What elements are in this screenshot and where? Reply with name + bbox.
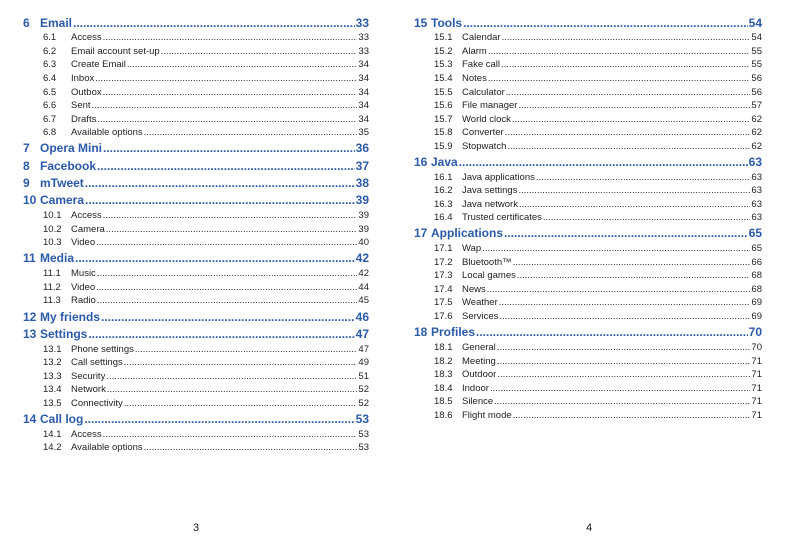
toc-entry-title: Call settings	[71, 357, 123, 369]
toc-entry-number: 16.2	[434, 185, 453, 197]
toc-entry-title: Available options	[71, 442, 143, 454]
toc-dot-leader	[482, 242, 750, 256]
toc-entry-title: Inbox	[71, 73, 95, 85]
toc-entry-title: Java settings	[462, 185, 518, 197]
toc-dot-leader	[497, 355, 751, 369]
toc-entry-number: 15	[414, 15, 428, 30]
toc-dot-leader	[96, 281, 357, 295]
toc-entry-title: Services	[462, 311, 499, 323]
toc-entry-page: 54	[751, 32, 762, 44]
toc-entry-page: 62	[751, 113, 762, 125]
toc-entry-page: 69	[751, 311, 762, 323]
toc-section-entry	[23, 383, 369, 397]
toc-entry-title: Connectivity	[71, 397, 123, 409]
toc-entry-number: 15.1	[434, 32, 453, 44]
toc-entry-page: 70	[748, 325, 762, 340]
toc-section-entry	[414, 45, 762, 59]
toc-entry-title: Camera	[71, 223, 105, 235]
toc-section-entry	[414, 184, 762, 198]
toc-dot-leader	[507, 140, 750, 154]
toc-entry-page: 63	[751, 171, 762, 183]
toc-entry-page: 34	[358, 59, 369, 71]
toc-entry-title: Sent	[71, 100, 91, 112]
toc-entry-number: 17.6	[434, 311, 453, 323]
toc-entry-page: 33	[355, 15, 369, 30]
toc-dot-leader	[536, 171, 751, 185]
toc-dot-leader	[487, 283, 751, 297]
toc-entry-number: 10.3	[43, 237, 62, 249]
toc-section-entry	[414, 126, 762, 140]
toc-entry-title: Access	[71, 210, 102, 222]
page-number-left: 3	[193, 522, 200, 534]
toc-entry-number: 15.2	[434, 45, 453, 57]
toc-entry-title: Access	[71, 428, 102, 440]
toc-entry-title: Java	[431, 154, 458, 169]
toc-entry-number: 6.3	[43, 59, 57, 71]
toc-entry-title: Alarm	[462, 45, 487, 57]
toc-entry-page: 71	[751, 369, 762, 381]
toc-dot-leader	[161, 45, 358, 59]
toc-section-entry	[23, 294, 369, 308]
toc-entry-number: 17.1	[434, 243, 453, 255]
toc-entry-title: Outdoor	[462, 369, 497, 381]
toc-chapter-entry	[414, 15, 762, 32]
toc-entry-page: 55	[751, 59, 762, 71]
toc-entry-title: Silence	[462, 396, 494, 408]
toc-section-entry	[23, 356, 369, 370]
toc-dot-leader	[85, 192, 355, 209]
toc-section-entry	[23, 99, 369, 113]
toc-section-entry	[23, 72, 369, 86]
toc-section-entry	[23, 397, 369, 411]
toc-entry-page: 68	[751, 270, 762, 282]
toc-section-entry	[414, 269, 762, 283]
toc-entry-page: 53	[358, 442, 369, 454]
toc-section-entry	[23, 113, 369, 127]
toc-entry-title: Drafts	[71, 113, 97, 125]
toc-entry-number: 13.2	[43, 357, 62, 369]
toc-entry-page: 47	[355, 326, 369, 341]
toc-section-entry	[414, 341, 762, 355]
toc-section-entry	[23, 126, 369, 140]
toc-entry-number: 15.6	[434, 100, 453, 112]
toc-entry-title: Applications	[431, 226, 504, 241]
toc-entry-number: 9	[23, 176, 30, 191]
toc-entry-title: Opera Mini	[40, 141, 103, 156]
toc-entry-number: 15.4	[434, 73, 453, 85]
toc-dot-leader	[488, 45, 751, 59]
toc-dot-leader	[497, 341, 751, 355]
toc-entry-number: 10	[23, 193, 37, 208]
toc-dot-leader	[97, 267, 358, 281]
toc-section-entry	[414, 296, 762, 310]
toc-entry-title: World clock	[462, 113, 511, 125]
toc-dot-leader	[88, 326, 354, 343]
toc-section-entry	[414, 99, 762, 113]
toc-dot-leader	[459, 154, 748, 171]
toc-entry-page: 40	[358, 237, 369, 249]
toc-dot-leader	[103, 31, 358, 45]
toc-entry-page: 35	[358, 127, 369, 139]
toc-entry-title: News	[462, 283, 486, 295]
toc-entry-page: 62	[751, 127, 762, 139]
toc-entry-number: 14.2	[43, 442, 62, 454]
toc-section-entry	[414, 211, 762, 225]
toc-entry-title: Video	[71, 281, 96, 293]
toc-section-entry	[23, 267, 369, 281]
toc-entry-number: 14	[23, 412, 37, 427]
toc-entry-title: Email	[40, 15, 73, 30]
toc-entry-number: 18.5	[434, 396, 453, 408]
toc-entry-page: 44	[358, 281, 369, 293]
toc-dot-leader	[124, 356, 358, 370]
toc-entry-page: 52	[358, 384, 369, 396]
toc-entry-page: 42	[358, 268, 369, 280]
toc-entry-page: 63	[751, 212, 762, 224]
toc-entry-number: 11.3	[43, 295, 61, 307]
toc-dot-leader	[84, 411, 354, 428]
toc-dot-leader	[107, 383, 358, 397]
toc-entry-page: 63	[748, 154, 762, 169]
toc-section-entry	[414, 409, 762, 423]
toc-entry-number: 13	[23, 326, 37, 341]
toc-entry-title: Fake call	[462, 59, 501, 71]
toc-entry-title: Java network	[462, 198, 518, 210]
toc-entry-number: 15.7	[434, 113, 453, 125]
toc-entry-title: Stopwatch	[462, 140, 507, 152]
toc-entry-page: 37	[355, 158, 369, 173]
toc-entry-number: 8	[23, 158, 30, 173]
toc-section-entry	[414, 72, 762, 86]
toc-entry-page: 71	[751, 396, 762, 408]
toc-section-entry	[414, 198, 762, 212]
toc-entry-title: Calendar	[462, 32, 501, 44]
toc-dot-leader	[97, 113, 357, 127]
toc-entry-title: Facebook	[40, 158, 97, 173]
toc-entry-page: 34	[358, 86, 369, 98]
toc-entry-number: 11	[23, 251, 36, 266]
toc-dot-leader	[488, 72, 751, 86]
toc-dot-leader	[103, 86, 358, 100]
toc-entry-number: 16.4	[434, 212, 453, 224]
toc-entry-title: Indoor	[462, 382, 489, 394]
toc-entry-page: 69	[751, 297, 762, 309]
toc-entry-title: Trusted certificates	[462, 212, 542, 224]
toc-dot-leader	[506, 86, 751, 100]
toc-section-entry	[23, 428, 369, 442]
toc-chapter-entry	[23, 326, 369, 343]
toc-entry-page: 39	[355, 193, 369, 208]
toc-section-entry	[414, 310, 762, 324]
toc-entry-number: 15.5	[434, 86, 453, 98]
toc-entry-title: Create Email	[71, 59, 126, 71]
toc-entry-title: Flight mode	[462, 409, 512, 421]
toc-chapter-entry	[23, 411, 369, 428]
toc-section-entry	[414, 86, 762, 100]
toc-section-entry	[414, 113, 762, 127]
toc-entry-page: 68	[751, 283, 762, 295]
toc-entry-page: 55	[751, 45, 762, 57]
toc-dot-leader	[499, 296, 751, 310]
toc-entry-number: 13.4	[43, 384, 62, 396]
toc-dot-leader	[144, 126, 358, 140]
toc-entry-title: Converter	[462, 127, 504, 139]
toc-entry-title: General	[462, 341, 496, 353]
toc-entry-title: Notes	[462, 73, 487, 85]
toc-dot-leader	[127, 58, 358, 72]
toc-entry-number: 6.5	[43, 86, 57, 98]
toc-section-entry	[23, 343, 369, 357]
toc-dot-leader	[518, 99, 750, 113]
toc-entry-page: 33	[358, 45, 369, 57]
toc-entry-title: Media	[40, 251, 75, 266]
toc-section-entry	[23, 236, 369, 250]
toc-entry-title: My friends	[40, 309, 101, 324]
toc-section-entry	[23, 86, 369, 100]
toc-entry-title: Local games	[462, 270, 516, 282]
toc-section-entry	[23, 58, 369, 72]
toc-chapter-entry	[23, 309, 369, 326]
toc-dot-leader	[518, 184, 750, 198]
toc-entry-number: 6.1	[43, 32, 57, 44]
toc-chapter-entry	[23, 250, 369, 267]
toc-entry-number: 11.1	[43, 268, 61, 280]
toc-entry-page: 46	[355, 309, 369, 324]
toc-entry-number: 10.1	[43, 210, 62, 222]
toc-section-entry	[23, 45, 369, 59]
toc-dot-leader	[103, 428, 358, 442]
toc-entry-title: Calculator	[462, 86, 505, 98]
toc-dot-leader	[106, 223, 358, 237]
toc-entry-number: 18	[414, 325, 428, 340]
toc-entry-title: File manager	[462, 100, 518, 112]
toc-entry-title: Video	[71, 237, 96, 249]
toc-entry-number: 16.1	[434, 171, 453, 183]
toc-entry-number: 6.2	[43, 45, 57, 57]
toc-entry-number: 12	[23, 309, 37, 324]
toc-entry-number: 6.6	[43, 100, 57, 112]
toc-dot-leader	[135, 343, 358, 357]
toc-dot-leader	[124, 397, 358, 411]
toc-entry-number: 6.4	[43, 73, 57, 85]
toc-dot-leader	[96, 236, 357, 250]
toc-entry-page: 39	[358, 210, 369, 222]
toc-section-entry	[23, 209, 369, 223]
toc-entry-title: Java applications	[462, 171, 535, 183]
toc-section-entry	[414, 242, 762, 256]
toc-entry-page: 66	[751, 256, 762, 268]
toc-entry-title: Bluetooth™	[462, 256, 512, 268]
toc-dot-leader	[490, 382, 750, 396]
toc-entry-number: 13.5	[43, 397, 62, 409]
toc-entry-page: 62	[751, 140, 762, 152]
toc-entry-number: 17.5	[434, 297, 453, 309]
toc-section-entry	[23, 281, 369, 295]
toc-entry-page: 51	[358, 370, 369, 382]
toc-dot-leader	[517, 269, 751, 283]
toc-section-entry	[414, 368, 762, 382]
toc-entry-title: Outbox	[71, 86, 102, 98]
toc-dot-leader	[144, 441, 358, 455]
toc-entry-number: 18.1	[434, 341, 453, 353]
toc-entry-title: Settings	[40, 326, 88, 341]
toc-dot-leader	[476, 324, 748, 341]
toc-dot-leader	[501, 58, 750, 72]
toc-entry-title: Wap	[462, 243, 482, 255]
toc-entry-page: 56	[751, 73, 762, 85]
toc-dot-leader	[505, 126, 751, 140]
toc-entry-page: 52	[358, 397, 369, 409]
toc-entry-page: 34	[358, 100, 369, 112]
toc-section-entry	[414, 140, 762, 154]
toc-section-entry	[414, 31, 762, 45]
toc-entry-title: Profiles	[431, 325, 476, 340]
toc-entry-number: 18.3	[434, 369, 453, 381]
toc-dot-leader	[499, 310, 750, 324]
toc-entry-number: 15.3	[434, 59, 453, 71]
toc-entry-title: Access	[71, 32, 102, 44]
toc-entry-number: 16.3	[434, 198, 453, 210]
toc-entry-page: 42	[355, 251, 369, 266]
toc-entry-page: 39	[358, 223, 369, 235]
toc-right-column	[414, 14, 762, 422]
toc-dot-leader	[97, 294, 358, 308]
toc-entry-page: 36	[355, 141, 369, 156]
toc-section-entry	[23, 441, 369, 455]
toc-section-entry	[23, 31, 369, 45]
toc-entry-title: Weather	[462, 297, 498, 309]
toc-section-entry	[414, 256, 762, 270]
toc-entry-title: Tools	[431, 15, 463, 30]
toc-dot-leader	[92, 99, 358, 113]
toc-chapter-entry	[414, 154, 762, 171]
toc-dot-leader	[494, 395, 750, 409]
toc-entry-number: 6	[23, 15, 30, 30]
toc-entry-page: 71	[751, 355, 762, 367]
toc-section-entry	[23, 223, 369, 237]
toc-entry-page: 71	[751, 382, 762, 394]
toc-entry-number: 13.1	[43, 343, 62, 355]
toc-entry-page: 70	[751, 341, 762, 353]
toc-dot-leader	[543, 211, 751, 225]
toc-chapter-entry	[23, 192, 369, 209]
toc-entry-number: 16	[414, 154, 428, 169]
toc-entry-title: mTweet	[40, 176, 84, 191]
toc-entry-page: 33	[358, 32, 369, 44]
toc-entry-page: 65	[748, 226, 762, 241]
toc-entry-page: 38	[355, 176, 369, 191]
toc-entry-number: 13.3	[43, 370, 62, 382]
toc-entry-page: 65	[751, 243, 762, 255]
toc-entry-page: 45	[358, 295, 369, 307]
toc-entry-number: 11.2	[43, 281, 61, 293]
toc-dot-leader	[75, 250, 355, 267]
toc-dot-leader	[504, 225, 748, 242]
toc-entry-page: 71	[751, 409, 762, 421]
toc-section-entry	[23, 370, 369, 384]
toc-entry-page: 47	[358, 343, 369, 355]
toc-entry-title: Meeting	[462, 355, 496, 367]
toc-dot-leader	[502, 31, 751, 45]
toc-dot-leader	[497, 368, 750, 382]
toc-entry-title: Phone settings	[71, 343, 134, 355]
toc-entry-number: 18.2	[434, 355, 453, 367]
toc-entry-page: 63	[751, 198, 762, 210]
toc-entry-number: 17.3	[434, 270, 453, 282]
toc-chapter-entry	[23, 140, 369, 157]
toc-entry-page: 56	[751, 86, 762, 98]
toc-entry-number: 14.1	[43, 428, 62, 440]
toc-entry-number: 18.4	[434, 382, 453, 394]
toc-entry-title: Radio	[71, 295, 96, 307]
toc-entry-number: 17	[414, 226, 428, 241]
toc-entry-page: 34	[358, 73, 369, 85]
toc-entry-title: Email account set-up	[71, 45, 160, 57]
toc-dot-leader	[513, 409, 751, 423]
toc-entry-number: 6.7	[43, 113, 57, 125]
toc-entry-page: 57	[751, 100, 762, 112]
toc-chapter-entry	[23, 158, 369, 175]
toc-section-entry	[414, 395, 762, 409]
toc-entry-title: Call log	[40, 412, 84, 427]
toc-dot-leader	[103, 140, 355, 157]
toc-dot-leader	[463, 15, 748, 32]
toc-dot-leader	[103, 209, 358, 223]
toc-entry-number: 7	[23, 141, 30, 156]
toc-entry-page: 54	[748, 15, 762, 30]
toc-entry-number: 17.4	[434, 283, 453, 295]
toc-section-entry	[414, 171, 762, 185]
toc-dot-leader	[513, 256, 751, 270]
toc-dot-leader	[101, 309, 355, 326]
toc-section-entry	[414, 355, 762, 369]
toc-entry-number: 18.6	[434, 409, 453, 421]
toc-section-entry	[414, 58, 762, 72]
toc-dot-leader	[73, 15, 355, 32]
toc-left-column	[23, 14, 369, 455]
toc-entry-title: Camera	[40, 193, 85, 208]
toc-entry-page: 63	[751, 185, 762, 197]
toc-entry-page: 49	[358, 357, 369, 369]
toc-entry-title: Music	[71, 268, 96, 280]
toc-entry-title: Network	[71, 384, 106, 396]
toc-entry-number: 15.9	[434, 140, 453, 152]
page-number-right: 4	[586, 522, 593, 534]
toc-entry-page: 53	[355, 412, 369, 427]
toc-section-entry	[414, 283, 762, 297]
toc-chapter-entry	[414, 225, 762, 242]
toc-section-entry	[414, 382, 762, 396]
toc-entry-number: 10.2	[43, 223, 62, 235]
toc-dot-leader	[512, 113, 751, 127]
toc-dot-leader	[97, 158, 355, 175]
toc-entry-number: 15.8	[434, 127, 453, 139]
toc-entry-title: Security	[71, 370, 106, 382]
toc-entry-number: 6.8	[43, 127, 57, 139]
toc-entry-page: 53	[358, 428, 369, 440]
toc-dot-leader	[519, 198, 750, 212]
toc-dot-leader	[85, 175, 355, 192]
toc-chapter-entry	[414, 324, 762, 341]
toc-dot-leader	[106, 370, 357, 384]
toc-entry-title: Available options	[71, 127, 143, 139]
toc-dot-leader	[95, 72, 357, 86]
toc-entry-number: 17.2	[434, 256, 453, 268]
toc-entry-page: 34	[358, 113, 369, 125]
toc-chapter-entry	[23, 15, 369, 32]
toc-chapter-entry	[23, 175, 369, 192]
